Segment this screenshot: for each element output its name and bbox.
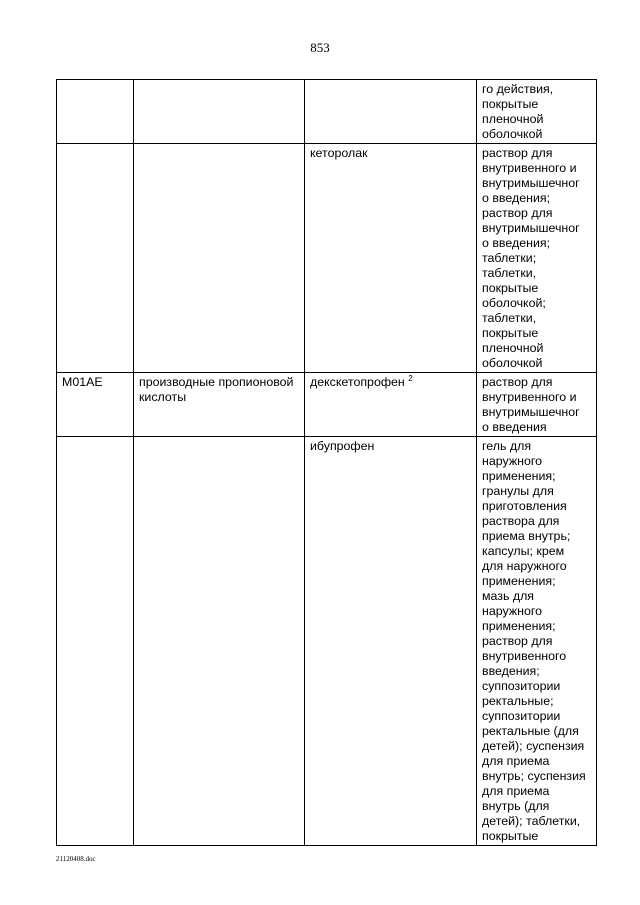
table-row xyxy=(57,80,597,144)
form-lines xyxy=(482,82,591,142)
text-line: раствора для xyxy=(482,514,560,528)
text-line: кислоты xyxy=(139,390,187,404)
atc-code: M01AE xyxy=(62,375,103,389)
code-cell xyxy=(57,80,134,144)
group-cell xyxy=(134,373,305,437)
text-line: гранулы для xyxy=(482,484,554,498)
text-line: применения; xyxy=(482,469,556,483)
text-line: покрытые xyxy=(482,829,539,843)
text-line: наружного xyxy=(482,454,542,468)
group-cell xyxy=(134,80,305,144)
text-line: раствор для xyxy=(482,634,553,648)
text-line: наружного xyxy=(482,604,542,618)
text-line: применения; xyxy=(482,574,556,588)
text-line: внутривенного и xyxy=(482,161,577,175)
drug-table xyxy=(56,79,597,846)
text-line: приема внутрь; xyxy=(482,529,571,543)
form-cell xyxy=(477,373,597,437)
form-lines xyxy=(482,439,591,844)
text-line: раствор для xyxy=(482,206,553,220)
text-line: пленочной xyxy=(482,112,544,126)
text-line: о введения; xyxy=(482,236,551,250)
text-line: мазь для xyxy=(482,589,535,603)
group-lines xyxy=(139,375,299,405)
form-lines xyxy=(482,146,591,371)
form-cell xyxy=(477,144,597,373)
text-line: приготовления xyxy=(482,499,567,513)
text-line: суппозитории xyxy=(482,679,561,693)
text-line: для приема xyxy=(482,754,550,768)
code-cell xyxy=(57,437,134,846)
form-cell xyxy=(477,437,597,846)
page-number: 853 xyxy=(310,40,330,55)
text-line: внутрь; суспензия xyxy=(482,769,586,783)
text-line: таблетки, xyxy=(482,266,537,280)
table-row xyxy=(57,144,597,373)
text-line: оболочкой; xyxy=(482,296,546,310)
text-line: оболочкой xyxy=(482,127,543,141)
drug-cell xyxy=(305,80,477,144)
code-cell xyxy=(57,373,134,437)
text-line: пленочной xyxy=(482,341,544,355)
text-line: покрытые xyxy=(482,326,539,340)
text-line: суппозитории xyxy=(482,709,561,723)
text-line: детей); таблетки, xyxy=(482,814,581,828)
table-row xyxy=(57,373,597,437)
text-line: внутривенного и xyxy=(482,390,577,404)
form-cell xyxy=(477,80,597,144)
text-line: покрытые xyxy=(482,97,539,111)
text-line: внутримышечног xyxy=(482,176,580,190)
text-line: ректальные; xyxy=(482,694,554,708)
text-line: оболочкой xyxy=(482,356,543,370)
text-line: таблетки, xyxy=(482,311,537,325)
drug-name: кеторолак xyxy=(310,146,368,160)
text-line: раствор для xyxy=(482,146,553,160)
drug-cell xyxy=(305,373,477,437)
text-line: детей); суспензия xyxy=(482,739,585,753)
form-lines xyxy=(482,375,591,435)
text-line: внутримышечног xyxy=(482,221,580,235)
file-name-footer: 21120408.doc xyxy=(56,855,96,863)
text-line: о введения xyxy=(482,420,547,434)
footnote-marker: 2 xyxy=(408,373,413,383)
text-line: внутрь (для xyxy=(482,799,550,813)
text-line: для наружного xyxy=(482,559,567,573)
drug-name: декскетопрофен xyxy=(310,375,405,389)
group-cell xyxy=(134,437,305,846)
text-line: го действия, xyxy=(482,82,554,96)
text-line: таблетки; xyxy=(482,251,537,265)
group-cell xyxy=(134,144,305,373)
table-row xyxy=(57,437,597,846)
code-cell xyxy=(57,144,134,373)
text-line: ректальные (для xyxy=(482,724,579,738)
text-line: покрытые xyxy=(482,281,539,295)
drug-cell xyxy=(305,144,477,373)
text-line: для приема xyxy=(482,784,550,798)
drug-cell xyxy=(305,437,477,846)
text-line: производные пропионовой xyxy=(139,375,294,389)
text-line: внутримышечног xyxy=(482,405,580,419)
text-line: капсулы; крем xyxy=(482,544,565,558)
drug-name: ибупрофен xyxy=(310,439,375,453)
text-line: введения; xyxy=(482,664,540,678)
text-line: внутривенного xyxy=(482,649,567,663)
text-line: гель для xyxy=(482,439,532,453)
text-line: применения; xyxy=(482,619,556,633)
text-line: раствор для xyxy=(482,375,553,389)
text-line: о введения; xyxy=(482,191,551,205)
